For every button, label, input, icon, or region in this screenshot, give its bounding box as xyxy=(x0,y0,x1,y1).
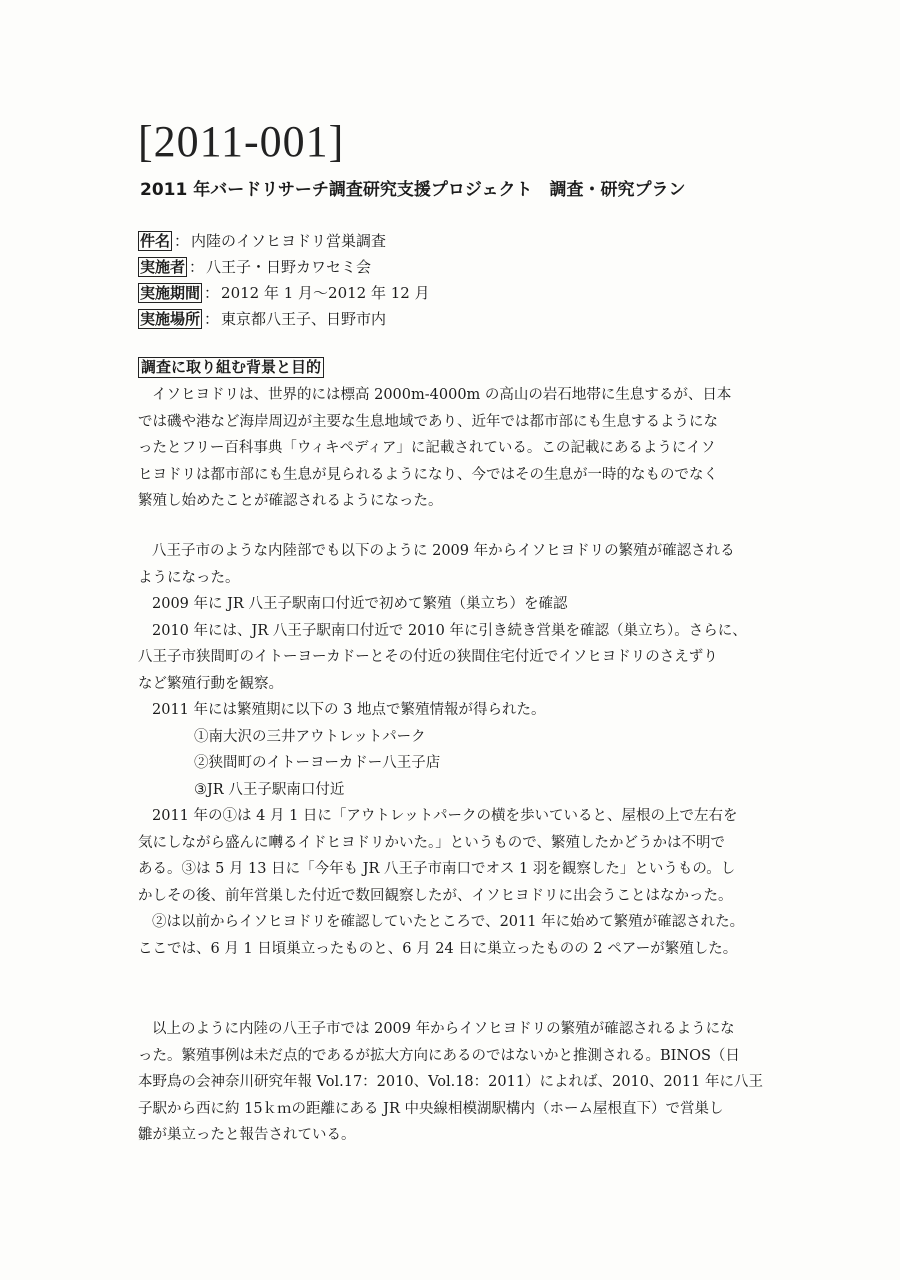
meta-label: 実施場所 xyxy=(140,310,201,328)
paragraph-line: った。繁殖事例は未だ点的であるが拡大方向にあるのではないかと推測される。BINOS（日 xyxy=(138,1047,740,1064)
meta-value: 東京都八王子、日野市内 xyxy=(221,310,387,328)
meta-label: 件名 xyxy=(140,232,171,250)
meta-value: 2012 年 1 月〜2012 年 12 月 xyxy=(221,284,430,302)
meta-separator: ： xyxy=(174,232,190,250)
paragraph-line: ここでは、6 月 1 日頃巣立ったものと、6 月 24 日に巣立ったものの 2 ペアーが繁殖した。 xyxy=(138,940,738,957)
list-item: ③JR 八王子駅南口付近 xyxy=(194,781,345,798)
meta-row-location xyxy=(138,306,430,332)
paragraph-line: ようになった。 xyxy=(138,569,240,586)
meta-separator: ： xyxy=(204,310,220,328)
paragraph-line: 本野鳥の会神奈川研究年報 Vol.17：2010、Vol.18：2011）によれば、2010、2011 年に八王 xyxy=(138,1074,763,1090)
meta-row-period xyxy=(138,280,430,306)
paragraph-line: 雛が巣立ったと報告されている。 xyxy=(138,1127,356,1143)
paragraph-line: イソヒヨドリは、世界的には標高 2000m-4000m の高山の岩石地帯に生息するが、日本 xyxy=(152,387,732,403)
meta-separator: ： xyxy=(204,284,220,302)
meta-value: 内陸のイソヒヨドリ営巣調査 xyxy=(191,232,387,250)
meta-label: 実施期間 xyxy=(140,284,201,302)
paragraph-line: など繁殖行動を観察。 xyxy=(138,675,283,692)
paragraph-line: 子駅から西に約 15ｋｍの距離にある JR 中央線相模湖駅構内（ホーム屋根直下）で営巣し xyxy=(138,1100,724,1117)
meta-label: 実施者 xyxy=(140,258,186,276)
meta-value: 八王子・日野カワセミ会 xyxy=(206,258,372,276)
paragraph-line: ったとフリー百科事典「ウィキペディア」に記載されている。この記載にあるようにイソ xyxy=(138,440,716,456)
paragraph-line: 2011 年には繁殖期に以下の 3 地点で繁殖情報が得られた。 xyxy=(152,702,546,718)
section-heading: 調査に取り組む背景と目的 xyxy=(138,357,324,378)
paragraph-line: 2010 年には、JR 八王子駅南口付近で 2010 年に引き続き営巣を確認（巣立ち）。さらに、 xyxy=(152,622,747,639)
meta-row-implementer xyxy=(138,254,430,280)
paragraph-line: 八王子市のような内陸部でも以下のように 2009 年からイソヒヨドリの繁殖が確認される xyxy=(152,543,735,559)
paragraph-conclusion xyxy=(138,1016,763,1149)
paragraph-line: 2011 年の①は 4 月 1 日に「アウトレットパークの横を歩いていると、屋根の上で左右を xyxy=(152,808,738,824)
document-id: [2011-001] xyxy=(138,117,345,166)
document-title: 2011 年バードリサーチ調査研究支援プロジェクト 調査・研究プラン xyxy=(140,180,686,200)
paragraph-line: 気にしながら盛んに囀るイドヒヨドリかいた。」というもので、繁殖したかどうかは不明で xyxy=(138,834,725,851)
paragraph-line: ヒヨドリは都市部にも生息が見られるようになり、今ではその生息が一時的なものでなく xyxy=(138,466,718,483)
paragraph-line: 以上のように内陸の八王子市では 2009 年からイソヒヨドリの繁殖が確認されるようにな xyxy=(152,1021,735,1037)
paragraph-line: 八王子市狭間町のイトーヨーカドーとその付近の狭間住宅付近でイソヒヨドリのさえずり xyxy=(138,649,718,665)
paragraph-observations xyxy=(138,538,758,962)
list-item: ②狭間町のイトーヨーカドー八王子店 xyxy=(194,755,441,771)
paragraph-line: 2009 年に JR 八王子駅南口付近で初めて繁殖（巣立ち）を確認 xyxy=(152,596,568,612)
paragraph-line: 繁殖し始めたことが確認されるようになった。 xyxy=(138,493,443,509)
list-item: ①南大沢の三井アウトレットパーク xyxy=(194,728,426,745)
meta-separator: ： xyxy=(189,258,205,276)
meta-block xyxy=(138,228,430,332)
meta-row-subject xyxy=(138,228,430,254)
paragraph-line: かしその後、前年営巣した付近で数回観察したが、イソヒヨドリに出会うことはなかった。 xyxy=(138,887,733,904)
paragraph-line: では磯や港など海岸周辺が主要な生息地域であり、近年では都市部にも生息するようにな xyxy=(138,413,718,430)
paragraph-line: ②は以前からイソヒヨドリを確認していたところで、2011 年に始めて繁殖が確認された。 xyxy=(152,914,745,930)
paragraph-line: ある。③は 5 月 13 日に「今年も JR 八王子市南口でオス 1 羽を観察した」というもの。し xyxy=(138,861,736,877)
paragraph-background xyxy=(138,382,758,515)
